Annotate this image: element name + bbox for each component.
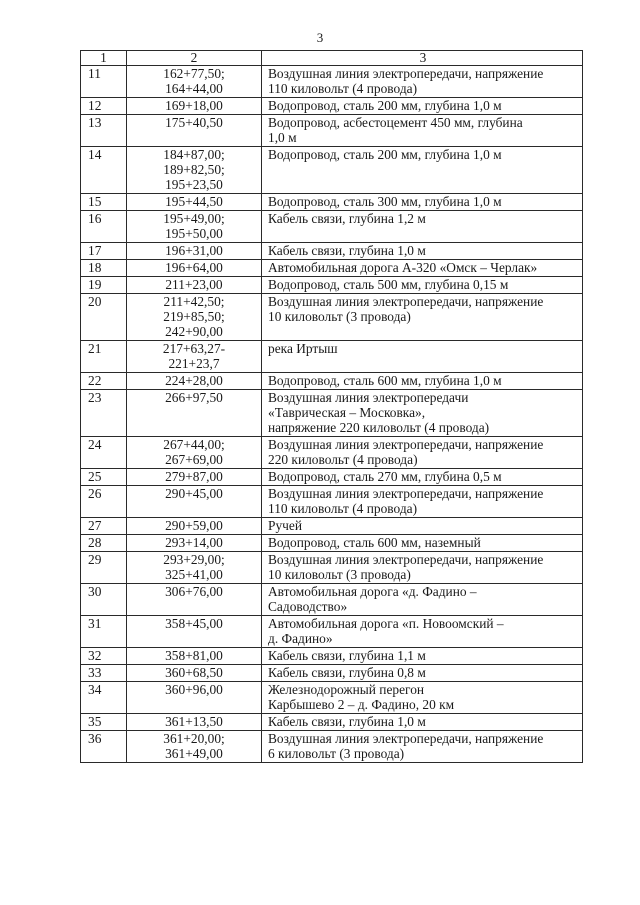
picket-cell (127, 469, 262, 486)
picket-value: 195+49,00; (163, 211, 225, 226)
table-header-row (81, 51, 583, 66)
row-number-cell: 21 (81, 341, 127, 373)
row-number-cell: 15 (81, 194, 127, 211)
description-line: Садоводство» (268, 599, 348, 614)
row-number-cell: 36 (81, 731, 127, 763)
description-cell (262, 243, 583, 260)
picket-cell (127, 486, 262, 518)
row-number-cell: 17 (81, 243, 127, 260)
picket-cell (127, 277, 262, 294)
picket-value: 211+42,50; (163, 294, 225, 309)
row-number-cell: 28 (81, 535, 127, 552)
description-line: 10 киловольт (3 провода) (268, 309, 411, 324)
description-line: река Иртыш (268, 341, 338, 356)
description-cell (262, 277, 583, 294)
row-number-cell: 11 (81, 66, 127, 98)
row-number-cell: 14 (81, 147, 127, 194)
picket-value: 293+29,00; (163, 552, 225, 567)
description-cell (262, 211, 583, 243)
picket-cell (127, 648, 262, 665)
description-line: Кабель связи, глубина 1,0 м (268, 714, 426, 729)
picket-value: 224+28,00 (165, 373, 223, 388)
table-row (81, 115, 583, 147)
picket-value: 360+96,00 (165, 682, 223, 697)
column-header: 1 (81, 51, 127, 66)
row-number-cell: 20 (81, 294, 127, 341)
row-number-cell: 22 (81, 373, 127, 390)
description-line: 110 киловольт (4 провода) (268, 501, 418, 516)
table-row (81, 147, 583, 194)
description-cell (262, 437, 583, 469)
description-cell (262, 518, 583, 535)
picket-value: 279+87,00 (165, 469, 223, 484)
description-line: Автомобильная дорога «п. Новоомский – (268, 616, 504, 631)
picket-value: 217+63,27- (162, 341, 226, 356)
description-line: Кабель связи, глубина 1,2 м (268, 211, 426, 226)
row-number-cell: 33 (81, 665, 127, 682)
picket-value: 211+23,00 (165, 277, 223, 292)
table-body (81, 66, 583, 763)
picket-value: 195+44,50 (165, 194, 223, 209)
description-line: Воздушная линия электропередачи, напряжение (268, 552, 544, 567)
row-number-cell: 29 (81, 552, 127, 584)
description-cell (262, 535, 583, 552)
picket-cell (127, 115, 262, 147)
picket-value: 361+20,00; (163, 731, 225, 746)
picket-value: 162+77,50; (163, 66, 225, 81)
picket-value: 290+45,00 (165, 486, 223, 501)
row-number-cell: 32 (81, 648, 127, 665)
table-row (81, 98, 583, 115)
description-cell (262, 584, 583, 616)
description-cell (262, 665, 583, 682)
table-row (81, 665, 583, 682)
picket-cell (127, 243, 262, 260)
description-line: Воздушная линия электропередачи, напряжение (268, 66, 544, 81)
description-cell (262, 469, 583, 486)
picket-cell (127, 552, 262, 584)
table-row (81, 373, 583, 390)
description-cell (262, 341, 583, 373)
picket-value: 196+64,00 (165, 260, 223, 275)
table-row (81, 211, 583, 243)
picket-cell (127, 518, 262, 535)
description-line: Водопровод, сталь 300 мм, глубина 1,0 м (268, 194, 502, 209)
column-header: 3 (262, 51, 583, 66)
row-number-cell: 13 (81, 115, 127, 147)
description-line: Ручей (268, 518, 302, 533)
description-line: Кабель связи, глубина 1,1 м (268, 648, 426, 663)
description-line: 10 киловольт (3 провода) (268, 567, 411, 582)
description-line: Водопровод, сталь 200 мм, глубина 1,0 м (268, 147, 502, 162)
description-line: Водопровод, сталь 600 мм, наземный (268, 535, 481, 550)
picket-value: 219+85,50; (163, 309, 225, 324)
table-row (81, 682, 583, 714)
description-line: 110 киловольт (4 провода) (268, 81, 418, 96)
picket-value: 306+76,00 (165, 584, 223, 599)
table-row (81, 486, 583, 518)
table-row (81, 341, 583, 373)
row-number-cell: 31 (81, 616, 127, 648)
description-cell (262, 194, 583, 211)
row-number-cell: 23 (81, 390, 127, 437)
description-cell (262, 648, 583, 665)
description-line: д. Фадино» (268, 631, 333, 646)
row-number-cell: 19 (81, 277, 127, 294)
picket-cell (127, 294, 262, 341)
picket-cell (127, 731, 262, 763)
description-line: Карбышево 2 – д. Фадино, 20 км (268, 697, 455, 712)
description-cell (262, 616, 583, 648)
table-row (81, 390, 583, 437)
picket-value: 175+40,50 (165, 115, 223, 130)
description-line: Кабель связи, глубина 0,8 м (268, 665, 426, 680)
picket-cell (127, 616, 262, 648)
description-line: Водопровод, сталь 200 мм, глубина 1,0 м (268, 98, 502, 113)
description-cell (262, 98, 583, 115)
description-line: Воздушная линия электропередачи, напряжение (268, 294, 544, 309)
description-line: Водопровод, сталь 500 мм, глубина 0,15 м (268, 277, 509, 292)
picket-value: 195+50,00 (165, 226, 223, 241)
picket-value: 358+81,00 (165, 648, 223, 663)
description-line: Железнодорожный перегон (268, 682, 425, 697)
description-line: «Таврическая – Московка», (268, 405, 426, 420)
picket-cell (127, 390, 262, 437)
row-number-cell: 24 (81, 437, 127, 469)
description-line: Водопровод, асбестоцемент 450 мм, глубина (268, 115, 523, 130)
picket-value: 196+31,00 (165, 243, 223, 258)
picket-value: 325+41,00 (165, 567, 223, 582)
picket-cell (127, 147, 262, 194)
description-cell (262, 552, 583, 584)
description-line: Автомобильная дорога «д. Фадино – (268, 584, 477, 599)
table-row (81, 648, 583, 665)
table-row (81, 518, 583, 535)
table-row (81, 714, 583, 731)
description-line: Кабель связи, глубина 1,0 м (268, 243, 426, 258)
picket-value: 169+18,00 (165, 98, 223, 113)
description-line: 220 киловольт (4 провода) (268, 452, 418, 467)
description-line: Воздушная линия электропередачи, напряжение (268, 437, 544, 452)
picket-value: 361+13,50 (165, 714, 223, 729)
picket-cell (127, 373, 262, 390)
description-cell (262, 115, 583, 147)
row-number-cell: 35 (81, 714, 127, 731)
description-line: Автомобильная дорога А-320 «Омск – Черлак» (268, 260, 538, 275)
picket-cell (127, 535, 262, 552)
description-cell (262, 486, 583, 518)
description-cell (262, 390, 583, 437)
description-line: Водопровод, сталь 600 мм, глубина 1,0 м (268, 373, 502, 388)
table-row (81, 294, 583, 341)
picket-value: 164+44,00 (165, 81, 223, 96)
column-header: 2 (127, 51, 262, 66)
table-row (81, 194, 583, 211)
picket-value: 184+87,00; (163, 147, 225, 162)
picket-cell (127, 260, 262, 277)
description-cell (262, 147, 583, 194)
row-number-cell: 26 (81, 486, 127, 518)
description-cell (262, 66, 583, 98)
table-row (81, 616, 583, 648)
table-row (81, 243, 583, 260)
description-line: напряжение 220 киловольт (4 провода) (268, 420, 490, 435)
picket-value: 361+49,00 (165, 746, 223, 761)
picket-value: 221+23,7 (168, 356, 220, 371)
description-line: Воздушная линия электропередачи (268, 390, 469, 405)
row-number-cell: 12 (81, 98, 127, 115)
table-row (81, 535, 583, 552)
row-number-cell: 27 (81, 518, 127, 535)
row-number-cell: 34 (81, 682, 127, 714)
table-row (81, 552, 583, 584)
picket-cell (127, 66, 262, 98)
description-line: 6 киловольт (3 провода) (268, 746, 405, 761)
picket-value: 266+97,50 (165, 390, 223, 405)
description-cell (262, 294, 583, 341)
picket-value: 267+69,00 (165, 452, 223, 467)
picket-cell (127, 682, 262, 714)
picket-cell (127, 665, 262, 682)
table-row (81, 469, 583, 486)
picket-value: 293+14,00 (165, 535, 223, 550)
picket-value: 267+44,00; (163, 437, 225, 452)
picket-cell (127, 211, 262, 243)
picket-cell (127, 98, 262, 115)
picket-cell (127, 584, 262, 616)
picket-value: 242+90,00 (165, 324, 223, 339)
table-row (81, 66, 583, 98)
picket-value: 195+23,50 (165, 177, 223, 192)
picket-value: 360+68,50 (165, 665, 223, 680)
row-number-cell: 25 (81, 469, 127, 486)
picket-value: 358+45,00 (165, 616, 223, 631)
row-number-cell: 18 (81, 260, 127, 277)
description-line: Воздушная линия электропередачи, напряжение (268, 486, 544, 501)
picket-value: 290+59,00 (165, 518, 223, 533)
picket-cell (127, 437, 262, 469)
picket-cell (127, 714, 262, 731)
row-number-cell: 30 (81, 584, 127, 616)
page-number: 3 (316, 30, 324, 45)
crossings-table (80, 50, 583, 763)
description-line: Воздушная линия электропередачи, напряжение (268, 731, 544, 746)
description-line: 1,0 м (268, 130, 297, 145)
picket-cell (127, 194, 262, 211)
row-number-cell: 16 (81, 211, 127, 243)
table-row (81, 260, 583, 277)
description-line: Водопровод, сталь 270 мм, глубина 0,5 м (268, 469, 502, 484)
table-row (81, 277, 583, 294)
description-cell (262, 682, 583, 714)
description-cell (262, 373, 583, 390)
table-row (81, 584, 583, 616)
table-row (81, 731, 583, 763)
table-row (81, 437, 583, 469)
description-cell (262, 260, 583, 277)
description-cell (262, 714, 583, 731)
picket-value: 189+82,50; (163, 162, 225, 177)
picket-cell (127, 341, 262, 373)
description-cell (262, 731, 583, 763)
